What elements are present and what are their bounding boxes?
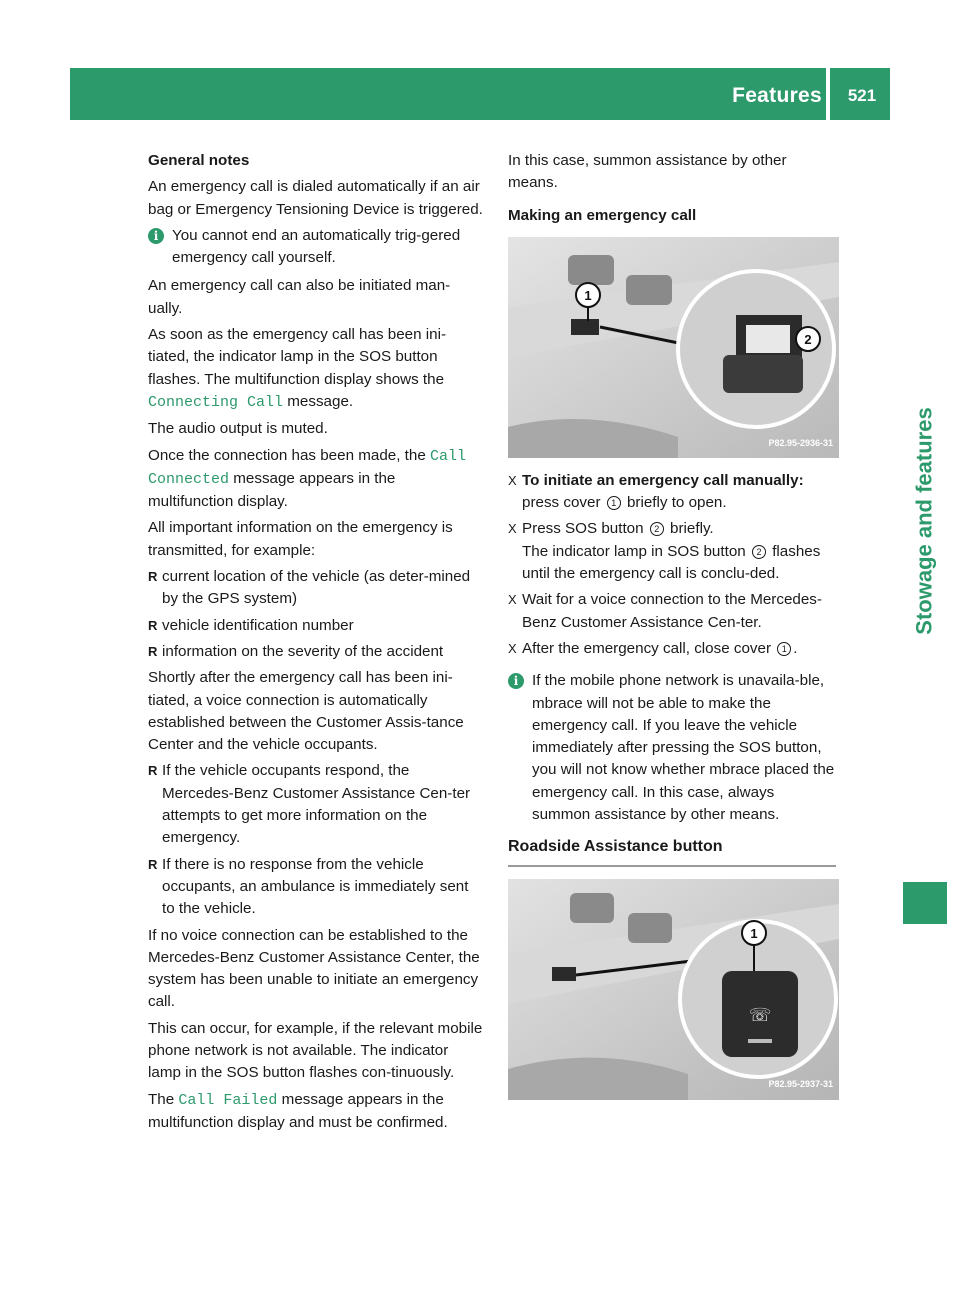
- figure-callout-1: 1: [584, 287, 592, 303]
- info-note-text: You cannot end an automatically trig-gered emergency call yourself.: [172, 226, 461, 267]
- instruction-step: [508, 470, 836, 515]
- header-separator: [826, 68, 830, 120]
- figure-callout-2: 2: [804, 331, 812, 347]
- text: The indicator lamp in SOS button: [522, 542, 746, 560]
- text: message appears in the multifunction display and must be confirmed.: [148, 1090, 448, 1131]
- instruction-step: [508, 518, 836, 585]
- step-text: [522, 470, 836, 515]
- step-lead: To initiate an emergency call manually:: [522, 471, 804, 489]
- list-item-text: vehicle identification number: [162, 616, 354, 634]
- step-arrow-icon: X: [508, 521, 517, 537]
- text: briefly to open.: [626, 494, 727, 512]
- paragraph: An emergency call is dialed automatically if an air bag or Emergency Tensioning Device is triggered.: [148, 178, 483, 218]
- paragraph: [148, 324, 483, 414]
- right-column: [508, 150, 836, 1112]
- heading-rule: [508, 865, 836, 867]
- info-note-text: If the mobile phone network is unavaila-ble, mbrace will not be able to make the emergency call. If you leave the vehicle immediately after pressing the SOS button, you will not know whether mbrace placed the emergency call. In this case, always summon assistance by other means.: [532, 672, 835, 824]
- display-message-connected: Call Connected: [148, 447, 467, 488]
- figure-code: P82.95-2937-31: [768, 1079, 833, 1090]
- paragraph: The audio output is muted.: [148, 420, 328, 438]
- bullet-marker: R: [148, 569, 158, 585]
- step-arrow-icon: X: [508, 640, 517, 656]
- overhead-console-illustration: [508, 237, 839, 458]
- display-message-failed: Call Failed: [178, 1091, 278, 1109]
- text: press cover: [522, 494, 601, 512]
- text: .: [793, 639, 798, 657]
- text: Once the connection has been made, the: [148, 446, 426, 464]
- step-text: [522, 518, 836, 585]
- text: The: [148, 1090, 175, 1108]
- roadside-heading: Roadside Assistance button: [508, 838, 723, 856]
- display-message-connecting: Connecting Call: [148, 393, 284, 411]
- paragraph: [148, 1089, 483, 1135]
- step-arrow-icon: X: [508, 592, 517, 608]
- bullet-marker: R: [148, 617, 158, 633]
- text: Press SOS button: [522, 520, 644, 538]
- bullet-marker: R: [148, 643, 158, 659]
- paragraph: An emergency call can also be initiated man-ually.: [148, 277, 451, 317]
- bullet-marker: R: [148, 856, 158, 872]
- list-item: [148, 760, 483, 849]
- side-tab-marker: [903, 882, 947, 924]
- svg-text:☏: ☏: [748, 1004, 772, 1026]
- list-item: [148, 641, 483, 663]
- text: message.: [287, 392, 354, 410]
- text: briefly.: [670, 520, 714, 538]
- callout-number: 1: [607, 496, 621, 510]
- list-item-text: information on the severity of the accident: [162, 642, 444, 660]
- paragraph: In this case, summon assistance by other means.: [508, 152, 787, 192]
- paragraph: [148, 445, 483, 514]
- info-icon: i: [508, 673, 524, 689]
- list-item: [148, 615, 483, 637]
- side-tab: [902, 368, 948, 674]
- text: As soon as the emergency call has been ini-tiated, the indicator lamp in the SOS button flashes. The multifunction display shows the: [148, 326, 447, 388]
- general-notes-heading: General notes: [148, 152, 250, 169]
- paragraph: This can occur, for example, if the relevant mobile phone network is not available. The indicator lamp in the SOS button flashes con-tinuously.: [148, 1019, 483, 1082]
- paragraph: Shortly after the emergency call has been ini-tiated, a voice connection is automatically established between the Customer Assis-tance Center and the vehicle occupants.: [148, 669, 464, 754]
- bullet-marker: R: [148, 763, 158, 779]
- text: flashes until the emergency call is conclu-ded.: [522, 542, 821, 583]
- emergency-call-figure: [508, 237, 839, 458]
- instruction-step: [508, 638, 836, 660]
- figure-callout-1: 1: [750, 925, 758, 941]
- info-icon: i: [148, 228, 164, 244]
- text: After the emergency call, close cover: [522, 639, 772, 657]
- list-item: [148, 566, 483, 611]
- step-arrow-icon: X: [508, 472, 517, 488]
- side-tab-label: Stowage and features: [912, 407, 938, 635]
- page-number: 521: [847, 86, 877, 105]
- section-title: Features: [732, 84, 822, 107]
- instruction-step: [508, 589, 836, 634]
- roadside-button-figure: [508, 879, 839, 1100]
- info-note: [148, 225, 483, 270]
- roadside-button-illustration: [508, 879, 839, 1100]
- making-call-heading: Making an emergency call: [508, 206, 697, 224]
- callout-number: 1: [777, 642, 791, 656]
- list-item-text: If there is no response from the vehicle occupants, an ambulance is immediately sent to the vehicle.: [162, 855, 469, 918]
- paragraph: If no voice connection can be established to the Mercedes-Benz Customer Assistance Center, the system has been unable to initiate an emergency call.: [148, 926, 480, 1011]
- figure-code: P82.95-2936-31: [768, 437, 833, 448]
- text: message appears in the multifunction display.: [148, 469, 396, 511]
- list-item-text: current location of the vehicle (as deter-mined by the GPS system): [162, 568, 471, 608]
- left-column: [148, 150, 483, 1138]
- info-note: [508, 670, 836, 826]
- step-text: Wait for a voice connection to the Mercedes-Benz Customer Assistance Cen-ter.: [522, 591, 822, 631]
- callout-number: 2: [650, 522, 664, 536]
- callout-number: 2: [752, 545, 766, 559]
- paragraph: All important information on the emergency is transmitted, for example:: [148, 519, 453, 559]
- step-text: [522, 638, 836, 660]
- list-item-text: If the vehicle occupants respond, the Mercedes-Benz Customer Assistance Cen-ter attempts to get more information on the emergency.: [162, 762, 471, 847]
- list-item: [148, 854, 483, 921]
